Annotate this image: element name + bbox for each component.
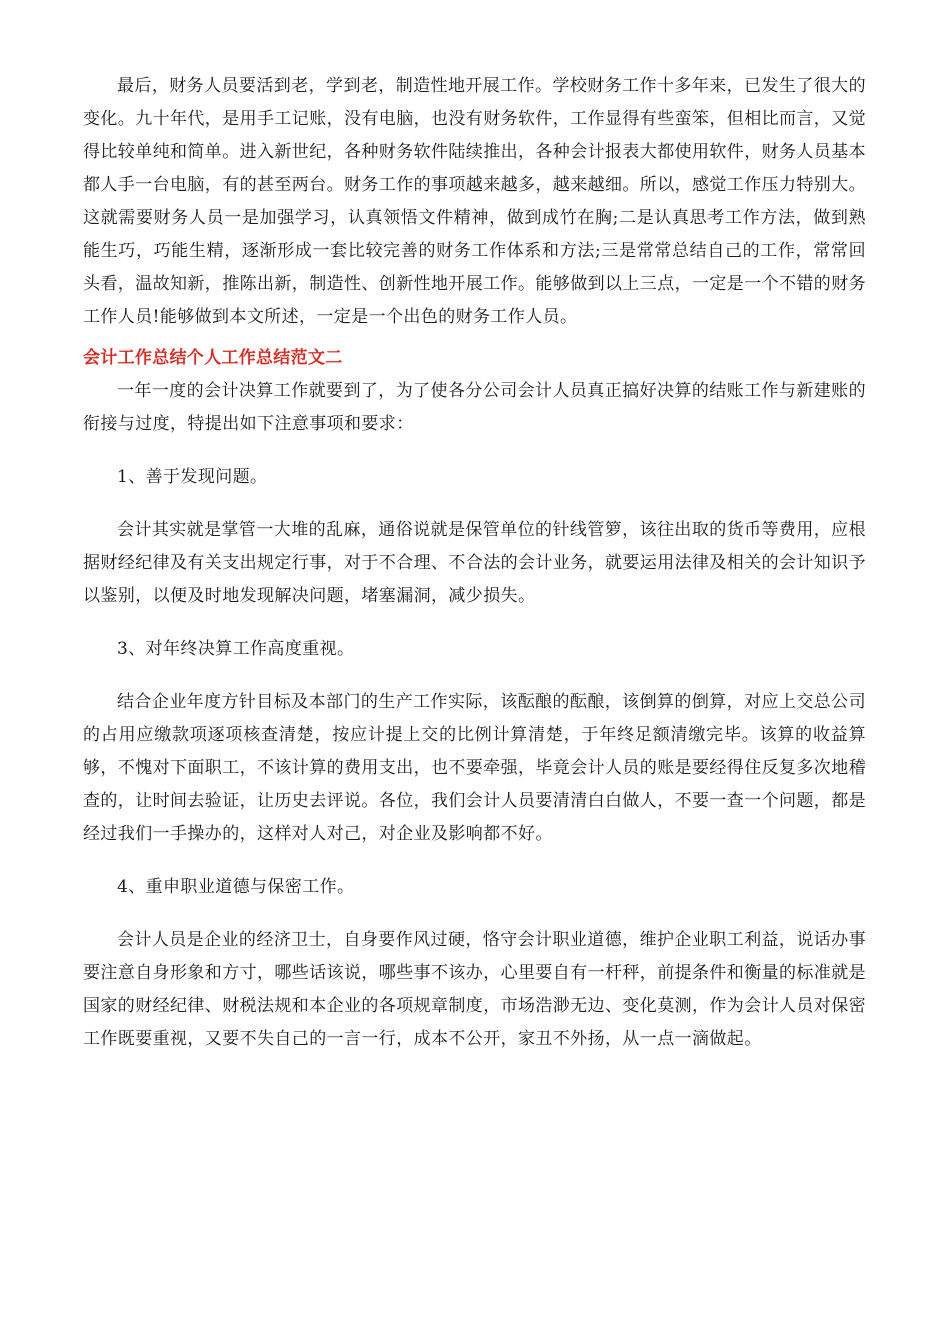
spacer <box>83 904 866 924</box>
paragraph-intro: 一年一度的会计决算工作就要到了，为了使各分公司会计人员真正搞好决算的结账工作与新建账的衔接与过度，特提出如下注意事项和要求： <box>83 381 866 434</box>
paragraph-conclusion: 最后，财务人员要活到老，学到老，制造性地开展工作。学校财务工作十多年来，已发生了很大的变化。九十年代，是用手工记账，没有电脑，也没有财务软件，工作显得有些蛮笨，但相比而言，又觉得比较单纯和简单。进入新世纪，各种财务软件陆续推出，各种会计报表大都使用软件，财务人员基本都人手一台电脑，有的甚至两台。财务工作的事项越来越多，越来越细。所以，感觉工作压力特别大。这就需要财务人员一是加强学习，认真领悟文件精神，做到成竹在胸;二是认真思考工作方法，做到熟能生巧，巧能生精，逐渐形成一套比较完善的财务工作体系和方法;三是常常总结自己的工作，常常回头看，温故知新，推陈出新，制造性、创新性地开展工作。能够做到以上三点，一定是一个不错的财务工作人员!能够做到本文所述，一定是一个出色的财务工作人员。 <box>83 76 866 327</box>
spacer <box>83 851 866 871</box>
spacer <box>83 494 866 514</box>
spacer <box>83 666 866 686</box>
spacer <box>83 441 866 461</box>
document-page <box>83 70 866 1056</box>
item-4-title: 4、重申职业道德与保密工作。 <box>117 877 355 897</box>
section-heading: 会计工作总结个人工作总结范文二 <box>83 348 343 368</box>
item-3-body: 结合企业年度方针目标及本部门的生产工作实际，该酝酿的酝酿，该倒算的倒算，对应上交总公司的占用应缴款项逐项核查清楚，按应计提上交的比例计算清楚，于年终足额清缴完毕。该算的收益算够，不愧对下面职工，不该计算的费用支出，也不要牵强，毕竟会计人员的账是要经得住反复多次地稽查的，让时间去验证，让历史去评说。各位，我们会计人员要清清白白做人，不要一查一个问题，都是经过我们一手操办的，这样对人对己，对企业及影响都不好。 <box>83 692 866 844</box>
spacer <box>83 334 866 342</box>
item-1-body: 会计其实就是掌管一大堆的乱麻，通俗说就是保管单位的针线管箩，该往出取的货币等费用，应根据财经纪律及有关支出规定行事，对于不合理、不合法的会计业务，就要运用法律及相关的会计知识予以鉴别，以便及时地发现解决问题，堵塞漏洞，减少损失。 <box>83 520 866 606</box>
item-4-body: 会计人员是企业的经济卫士，自身要作风过硬，恪守会计职业道德，维护企业职工利益，说话办事要注意自身形象和方寸，哪些话该说，哪些事不该办，心里要自有一杆秤，前提条件和衡量的标准就是国家的财经纪律、财税法规和本企业的各项规章制度，市场浩渺无边、变化莫测，作为会计人员对保密工作既要重视，又要不失自己的一言一行，成本不公开，家丑不外扬，从一点一滴做起。 <box>83 930 866 1049</box>
item-1-title: 1、善于发现问题。 <box>117 467 268 487</box>
spacer <box>83 613 866 633</box>
item-3-title: 3、对年终决算工作高度重视。 <box>117 639 355 659</box>
